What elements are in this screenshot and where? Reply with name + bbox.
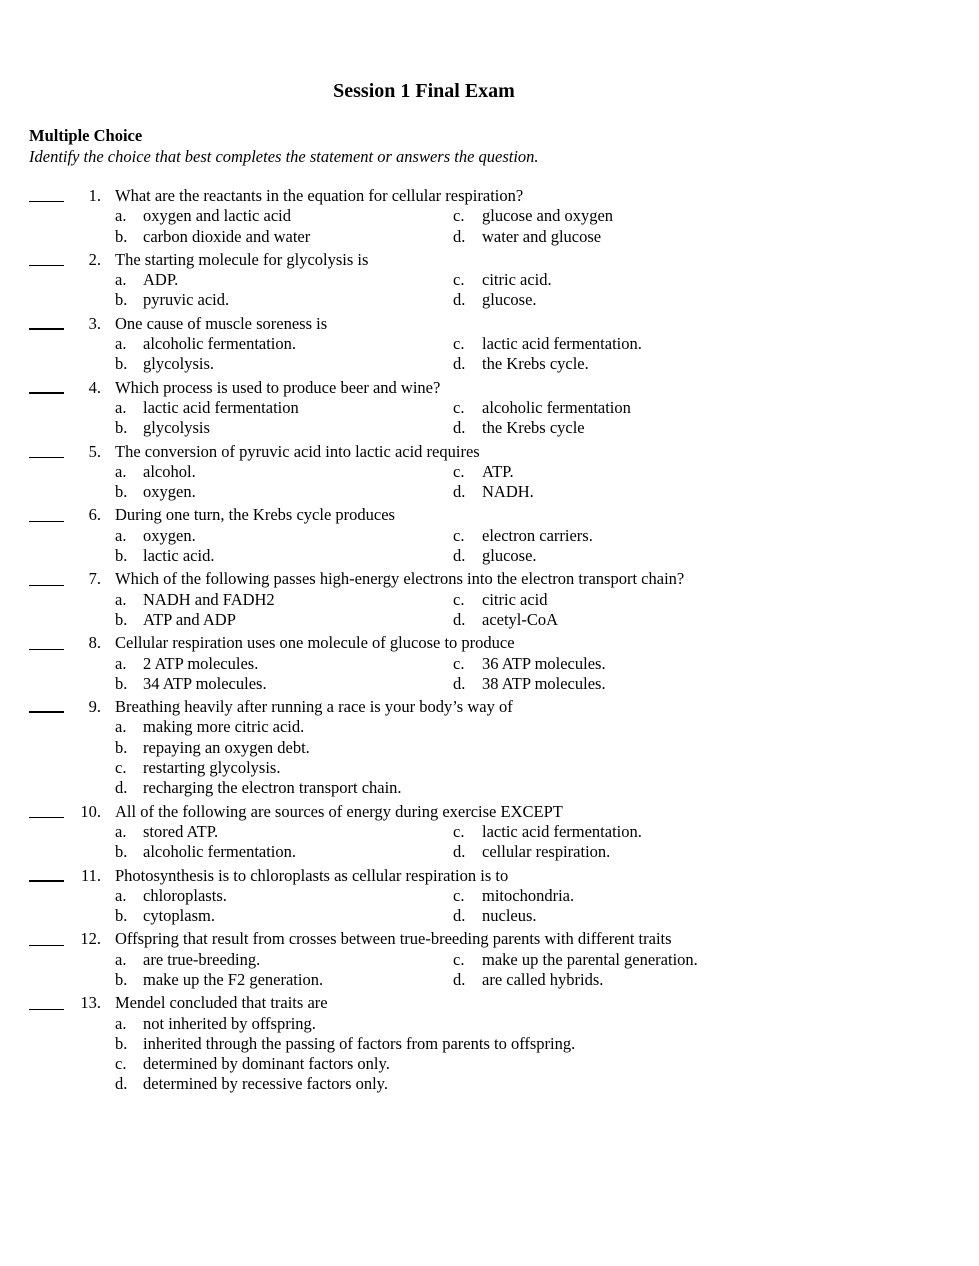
choice-text: the Krebs cycle: [482, 418, 585, 438]
choice-row: [0, 842, 979, 862]
answer-blank[interactable]: [29, 378, 64, 398]
choice-letter: b.: [115, 290, 128, 310]
choice-text: 38 ATP molecules.: [482, 673, 606, 693]
choice-text: making more citric acid.: [143, 717, 305, 737]
question-number: 9.: [88, 697, 101, 717]
question-item: [0, 378, 979, 439]
choice-row: [0, 418, 979, 438]
choice-letter: a.: [115, 397, 127, 417]
choice-letter: b.: [115, 418, 128, 438]
choice-letter: c.: [453, 653, 465, 673]
choice-text: NADH.: [482, 482, 534, 502]
answer-blank[interactable]: [29, 186, 64, 206]
choice-row: [0, 822, 979, 842]
question-stem: One cause of muscle soreness is: [115, 313, 328, 333]
choice-letter: a.: [115, 1013, 127, 1033]
answer-blank[interactable]: [29, 993, 64, 1013]
question-stem: The starting molecule for glycolysis is: [115, 249, 369, 269]
choice-letter: c.: [453, 397, 465, 417]
choice-letter: a.: [115, 206, 127, 226]
question-row: [0, 866, 979, 886]
question-number: 7.: [88, 569, 101, 589]
choice-text: ADP.: [143, 270, 179, 290]
question-number: 13.: [80, 993, 101, 1013]
choice-row: [0, 1054, 979, 1074]
choice-letter: c.: [453, 270, 465, 290]
section-instructions: Identify the choice that best completes the statement or answers the question.: [29, 147, 539, 166]
choice-text: carbon dioxide and water: [143, 226, 311, 246]
answer-blank[interactable]: [29, 633, 64, 653]
question-item: [0, 802, 979, 863]
question-stem: Offspring that result from crosses between true-breeding parents with different traits: [115, 929, 672, 949]
question-number: 6.: [88, 505, 101, 525]
question-number: 4.: [88, 377, 101, 397]
choice-letter: b.: [115, 737, 128, 757]
choice-text: water and glucose: [482, 226, 602, 246]
choice-row: [0, 1074, 979, 1094]
choice-letter: a.: [115, 334, 127, 354]
choice-row: [0, 354, 979, 374]
choice-text: glucose and oxygen: [482, 206, 614, 226]
question-stem: Which of the following passes high-energy electrons into the electron transport chain?: [115, 569, 685, 589]
choice-text: glucose.: [482, 290, 537, 310]
question-stem: During one turn, the Krebs cycle produces: [115, 505, 395, 525]
question-number: 12.: [80, 929, 101, 949]
choice-text: chloroplasts.: [143, 885, 227, 905]
choice-text: oxygen and lactic acid: [143, 206, 291, 226]
choice-text: 36 ATP molecules.: [482, 653, 606, 673]
choice-letter: d.: [453, 969, 466, 989]
question-item: [0, 697, 979, 798]
choice-text: determined by recessive factors only.: [143, 1074, 388, 1094]
question-number: 8.: [88, 633, 101, 653]
choice-text: 2 ATP molecules.: [143, 653, 259, 673]
choice-row: [0, 270, 979, 290]
choice-text: glucose.: [482, 546, 537, 566]
choice-text: oxygen.: [143, 525, 196, 545]
choice-row: [0, 206, 979, 226]
question-row: [0, 633, 979, 653]
choice-letter: b.: [115, 1033, 128, 1053]
choice-text: citric acid: [482, 589, 548, 609]
choice-letter: c.: [453, 589, 465, 609]
section-heading: Multiple Choice: [29, 126, 143, 145]
answer-blank[interactable]: [29, 802, 64, 822]
question-row: [0, 186, 979, 206]
choice-row: [0, 886, 979, 906]
choice-row: [0, 950, 979, 970]
question-number: 2.: [88, 249, 101, 269]
choice-letter: b.: [115, 906, 128, 926]
choice-text: lactic acid fermentation.: [482, 821, 642, 841]
choice-text: lactic acid fermentation: [143, 397, 299, 417]
choice-row: [0, 758, 979, 778]
choice-text: alcoholic fermentation.: [143, 334, 297, 354]
choice-letter: a.: [115, 717, 127, 737]
choice-text: recharging the electron transport chain.: [143, 778, 402, 798]
choice-text: determined by dominant factors only.: [143, 1054, 390, 1074]
question-number: 5.: [88, 441, 101, 461]
choice-letter: d.: [453, 290, 466, 310]
choice-letter: a.: [115, 525, 127, 545]
choice-text: alcoholic fermentation.: [143, 842, 297, 862]
choice-letter: c.: [453, 206, 465, 226]
page-title: Session 1 Final Exam: [333, 80, 515, 102]
choice-letter: a.: [115, 821, 127, 841]
question-item: [0, 993, 979, 1094]
choice-letter: c.: [453, 885, 465, 905]
choice-letter: a.: [115, 653, 127, 673]
answer-blank[interactable]: [29, 697, 64, 717]
choice-letter: d.: [453, 418, 466, 438]
choice-text: restarting glycolysis.: [143, 758, 281, 778]
choice-row: [0, 906, 979, 926]
choice-letter: b.: [115, 969, 128, 989]
answer-blank[interactable]: [29, 250, 64, 270]
choice-text: are true-breeding.: [143, 949, 261, 969]
choice-row: [0, 462, 979, 482]
choice-letter: a.: [115, 885, 127, 905]
choice-text: glycolysis: [143, 418, 210, 438]
choice-row: [0, 334, 979, 354]
choice-letter: a.: [115, 270, 127, 290]
question-row: [0, 378, 979, 398]
question-item: [0, 505, 979, 566]
question-row: [0, 250, 979, 270]
choice-letter: b.: [115, 546, 128, 566]
answer-blank[interactable]: [29, 314, 64, 334]
choice-text: cytoplasm.: [143, 906, 215, 926]
choice-row: [0, 398, 979, 418]
answer-blank[interactable]: [29, 569, 64, 589]
question-row: [0, 993, 979, 1013]
choice-text: 34 ATP molecules.: [143, 673, 267, 693]
choice-letter: d.: [453, 842, 466, 862]
question-item: [0, 569, 979, 630]
question-stem: The conversion of pyruvic acid into lactic acid requires: [115, 441, 480, 461]
choice-row: [0, 1014, 979, 1034]
choice-text: mitochondria.: [482, 885, 575, 905]
choice-letter: d.: [453, 906, 466, 926]
choice-text: acetyl-CoA: [482, 609, 559, 629]
choice-row: [0, 546, 979, 566]
choice-letter: b.: [115, 673, 128, 693]
question-number: 11.: [80, 865, 101, 885]
choice-letter: c.: [453, 821, 465, 841]
question-stem: What are the reactants in the equation for cellular respiration?: [115, 186, 524, 205]
choice-letter: c.: [115, 758, 127, 778]
choice-letter: d.: [453, 673, 466, 693]
choice-text: ATP.: [482, 461, 514, 481]
choice-row: [0, 610, 979, 630]
question-item: [0, 250, 979, 311]
choice-text: make up the F2 generation.: [143, 969, 324, 989]
question-item: [0, 314, 979, 375]
answer-blank[interactable]: [29, 505, 64, 525]
choice-text: lactic acid fermentation.: [482, 334, 642, 354]
choice-row: [0, 674, 979, 694]
choice-row: [0, 738, 979, 758]
choice-letter: d.: [453, 226, 466, 246]
choice-row: [0, 654, 979, 674]
question-stem: Cellular respiration uses one molecule of glucose to produce: [115, 633, 515, 653]
question-item: [0, 633, 979, 694]
question-item: [0, 186, 979, 247]
choice-text: pyruvic acid.: [143, 290, 230, 310]
choice-text: nucleus.: [482, 906, 537, 926]
choice-letter: a.: [115, 949, 127, 969]
question-row: [0, 314, 979, 334]
question-list: [0, 186, 979, 1098]
choice-text: make up the parental generation.: [482, 949, 698, 969]
question-stem: Which process is used to produce beer and wine?: [115, 377, 441, 397]
choice-letter: d.: [453, 482, 466, 502]
choice-text: citric acid.: [482, 270, 552, 290]
choice-text: NADH and FADH2: [143, 589, 275, 609]
choice-row: [0, 227, 979, 247]
choice-row: [0, 717, 979, 737]
choice-row: [0, 970, 979, 990]
choice-letter: c.: [115, 1054, 127, 1074]
choice-text: are called hybrids.: [482, 969, 604, 989]
choice-text: the Krebs cycle.: [482, 354, 589, 374]
question-row: [0, 697, 979, 717]
choice-row: [0, 482, 979, 502]
question-stem: All of the following are sources of energy during exercise EXCEPT: [115, 801, 563, 821]
choice-letter: b.: [115, 354, 128, 374]
question-number: 10.: [80, 801, 101, 821]
choice-text: cellular respiration.: [482, 842, 611, 862]
choice-text: oxygen.: [143, 482, 196, 502]
choice-row: [0, 290, 979, 310]
choice-text: stored ATP.: [143, 821, 219, 841]
choice-letter: c.: [453, 334, 465, 354]
question-number: 1.: [88, 186, 101, 205]
choice-letter: d.: [453, 609, 466, 629]
choice-text: repaying an oxygen debt.: [143, 737, 310, 757]
question-row: [0, 569, 979, 589]
question-item: [0, 866, 979, 927]
choice-letter: a.: [115, 589, 127, 609]
choice-letter: d.: [115, 778, 128, 798]
question-row: [0, 929, 979, 949]
choice-letter: d.: [453, 546, 466, 566]
choice-text: alcoholic fermentation: [482, 397, 631, 417]
question-row: [0, 505, 979, 525]
question-item: [0, 442, 979, 503]
question-stem: Photosynthesis is to chloroplasts as cellular respiration is to: [115, 865, 509, 885]
question-stem: Breathing heavily after running a race is your body’s way of: [115, 697, 513, 717]
answer-blank[interactable]: [29, 866, 64, 886]
question-stem: Mendel concluded that traits are: [115, 993, 328, 1013]
question-item: [0, 929, 979, 990]
choice-letter: b.: [115, 842, 128, 862]
choice-letter: a.: [115, 461, 127, 481]
choice-letter: b.: [115, 609, 128, 629]
choice-text: ATP and ADP: [143, 609, 236, 629]
choice-letter: c.: [453, 461, 465, 481]
choice-text: alcohol.: [143, 461, 196, 481]
choice-letter: b.: [115, 226, 128, 246]
choice-row: [0, 526, 979, 546]
choice-letter: c.: [453, 525, 465, 545]
choice-row: [0, 778, 979, 798]
question-number: 3.: [88, 313, 101, 333]
choice-text: lactic acid.: [143, 546, 215, 566]
choice-text: electron carriers.: [482, 525, 593, 545]
choice-text: not inherited by offspring.: [143, 1013, 316, 1033]
choice-letter: d.: [453, 354, 466, 374]
choice-row: [0, 590, 979, 610]
choice-text: glycolysis.: [143, 354, 215, 374]
choice-letter: c.: [453, 949, 465, 969]
choice-letter: b.: [115, 482, 128, 502]
choice-text: inherited through the passing of factors from parents to offspring.: [143, 1033, 576, 1053]
question-row: [0, 802, 979, 822]
choice-row: [0, 1034, 979, 1054]
question-row: [0, 442, 979, 462]
answer-blank[interactable]: [29, 929, 64, 949]
choice-letter: d.: [115, 1074, 128, 1094]
answer-blank[interactable]: [29, 442, 64, 462]
